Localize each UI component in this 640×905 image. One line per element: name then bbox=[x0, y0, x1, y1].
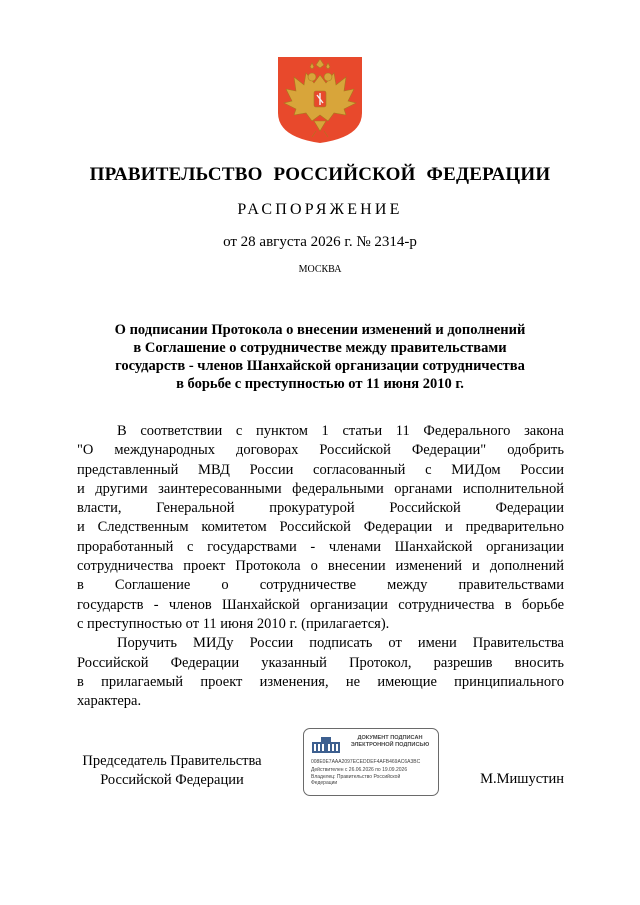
body-line: Российской Федерации указанный Протокол, разрешив вносить bbox=[77, 654, 564, 671]
coat-of-arms-icon bbox=[276, 55, 364, 145]
subject-line: в Соглашение о сотрудничестве между правительствами bbox=[133, 340, 507, 356]
body-line: в Соглашение о сотрудничестве между правительствами bbox=[77, 577, 564, 594]
paragraph-approval bbox=[77, 422, 564, 634]
paragraph-instruction bbox=[77, 634, 564, 711]
document-type: РАСПОРЯЖЕНИЕ bbox=[237, 201, 403, 218]
body-line: государств - членов Шанхайской организации сотрудничества в борьбе bbox=[77, 596, 564, 613]
state-emblem bbox=[276, 55, 364, 145]
body-line: сотрудничества проект Протокола о внесении изменений и дополнений bbox=[77, 558, 564, 575]
body-line: и другими заинтересованными федеральными органами исполнительной bbox=[77, 480, 564, 497]
government-building-icon bbox=[311, 736, 341, 754]
body-line: и Следственным комитетом Российской Федерации и предварительно bbox=[77, 519, 564, 536]
certificate-number: 008E0E7AAA2097ECEDDEF4AFB469AC6A3BC bbox=[311, 759, 421, 765]
subject-line: О подписании Протокола о внесении изменений и дополнений bbox=[114, 322, 526, 338]
position-line: Российской Федерации bbox=[100, 772, 244, 788]
stamp-heading-line: ДОКУМЕНТ ПОДПИСАН bbox=[357, 735, 423, 741]
body-line: Поручить МИДу России подписать от имени Правительства bbox=[117, 635, 564, 652]
document-subject bbox=[60, 321, 580, 393]
subject-line: государств - членов Шанхайской организации сотрудничества bbox=[115, 358, 525, 374]
certificate-owner: Федерации bbox=[311, 780, 338, 786]
body-line: с преступностью от 11 июня 2010 г. (прилагается). bbox=[77, 615, 390, 632]
document-date-number: от 28 августа 2026 г. № 2314-р bbox=[223, 234, 417, 250]
certificate-validity: Действителен с 26.06.2026 по 19.09.2026 bbox=[311, 767, 408, 773]
body-line: проработанный с государствами - членами Шанхайской организации bbox=[77, 538, 564, 555]
document-body bbox=[77, 422, 564, 711]
document-city: МОСКВА bbox=[298, 264, 342, 275]
position-line: Председатель Правительства bbox=[82, 753, 262, 769]
body-line: в прилагаемый проект изменения, не имеющие принципиального bbox=[77, 673, 564, 690]
signatory-name: М.Мишустин bbox=[480, 771, 564, 787]
certificate-owner: Владелец: Правительство Российской bbox=[311, 774, 401, 780]
electronic-signature-stamp bbox=[303, 728, 439, 796]
stamp-heading-line: ЭЛЕКТРОННОЙ ПОДПИСЬЮ bbox=[350, 742, 430, 748]
body-line: представленный МВД России согласованный с МИДом России bbox=[77, 461, 564, 478]
government-title: ПРАВИТЕЛЬСТВО РОССИЙСКОЙ ФЕДЕРАЦИИ bbox=[89, 164, 551, 185]
stamp-heading bbox=[344, 735, 436, 749]
body-line: В соответствии с пунктом 1 статьи 11 Федерального закона bbox=[117, 423, 564, 439]
body-line: власти, Генеральной прокуратурой Российской Федерации bbox=[77, 500, 564, 517]
subject-line: в борьбе с преступностью от 11 июня 2010 г. bbox=[176, 376, 464, 392]
signatory-position bbox=[77, 752, 267, 790]
body-line: "О международных договорах Российской Федерации" одобрить bbox=[77, 442, 564, 459]
body-line: характера. bbox=[77, 693, 142, 710]
